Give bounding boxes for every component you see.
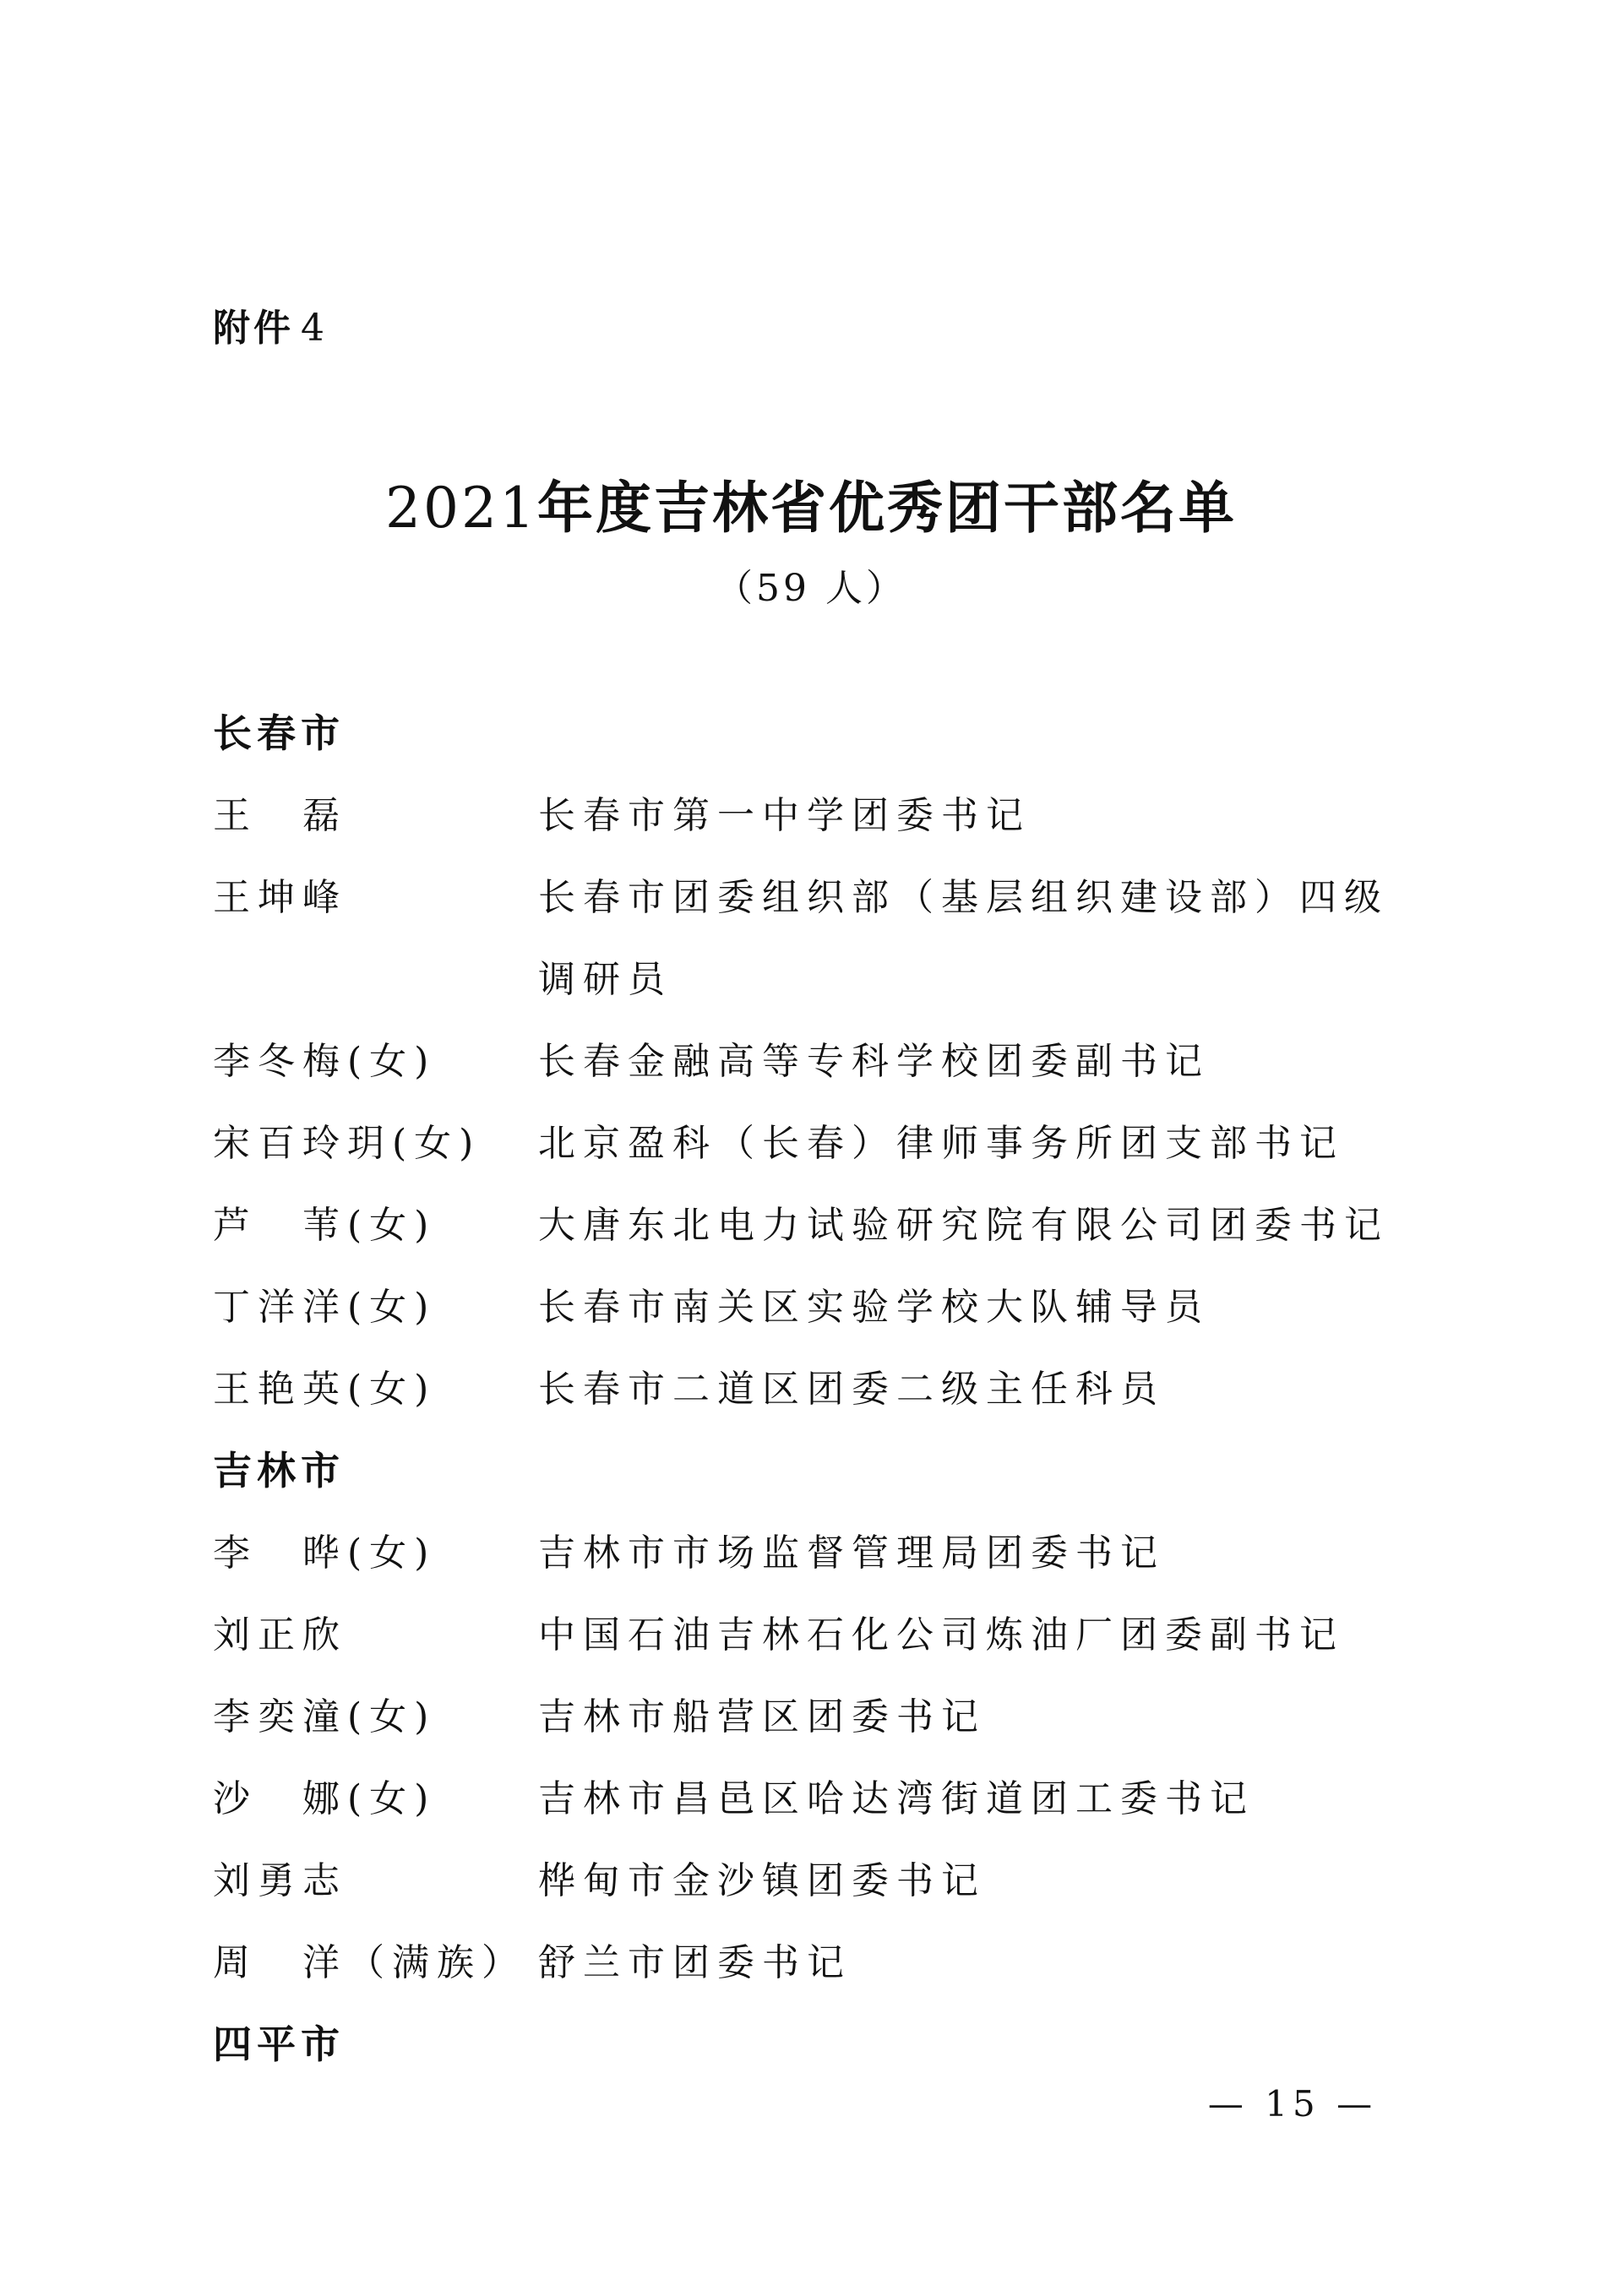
list-item [213,1266,1429,1348]
region-heading-jilin: 吉林市 [213,1448,345,1493]
page-number: — 15 — [1207,2083,1378,2125]
list-item [213,1102,1429,1184]
list-item [213,857,1429,1020]
title-year: 2021 [385,476,537,541]
honoree-name: 李 晔(女) [213,1532,437,1575]
honoree-list [213,693,1429,2086]
attachment-number: 4 [301,307,328,350]
list-item [213,1758,1429,1840]
list-item [213,1184,1429,1266]
honoree-name: 丁洋洋(女) [213,1286,437,1329]
list-item [213,775,1429,857]
honoree-position: 桦甸市金沙镇团委书记 [538,1859,986,1902]
title-text: 年度吉林省优秀团干部名单 [536,475,1237,541]
honoree-position: 长春金融高等专科学校团委副书记 [538,1040,1210,1083]
honoree-position: 吉林市船营区团委书记 [538,1695,986,1738]
honoree-position: 吉林市市场监督管理局团委书记 [538,1532,1165,1575]
honoree-name: 沙 娜(女) [213,1777,437,1820]
region-heading-changchun: 长春市 [213,710,345,756]
honoree-position: 长春市二道区团委二级主任科员 [538,1368,1165,1411]
list-item [213,1840,1429,1922]
honoree-position: 中国石油吉林石化公司炼油厂团委副书记 [538,1613,1344,1657]
honoree-position: 长春市南关区实验学校大队辅导员 [538,1286,1210,1329]
honoree-name: 宋百玲玥(女) [213,1122,482,1165]
honoree-position: 长春市第一中学团委书记 [538,794,1031,837]
honoree-name: 王坤峰 [213,876,347,919]
list-item [213,1020,1429,1102]
honoree-name: 李冬梅(女) [213,1040,437,1083]
attachment-label-text: 附件 [213,307,294,350]
honoree-position: 长春市团委组织部（基层组织建设部）四级调研员 [538,876,1389,1001]
honoree-name: 刘勇志 [213,1859,347,1902]
region-heading-siping: 四平市 [213,2021,345,2067]
document-title [0,463,1622,543]
honoree-position: 大唐东北电力试验研究院有限公司团委书记 [538,1204,1389,1247]
list-item [213,1594,1429,1676]
honoree-name: 刘正欣 [213,1613,347,1657]
list-item [213,1348,1429,1430]
honoree-name: 王艳英(女) [213,1368,437,1411]
honoree-name: 芦 苇(女) [213,1204,437,1247]
honoree-name: 李奕潼(女) [213,1695,437,1738]
document-subtitle: （59 人） [716,567,906,610]
list-item [213,1676,1429,1758]
attachment-label [213,297,328,351]
honoree-name: 周 洋（满族） [213,1941,526,1984]
honoree-position: 北京盈科（长春）律师事务所团支部书记 [538,1122,1344,1165]
honoree-position: 吉林市昌邑区哈达湾街道团工委书记 [538,1777,1255,1820]
honoree-name: 王 磊 [213,794,347,837]
list-item [213,1512,1429,1594]
honoree-position: 舒兰市团委书记 [538,1941,852,1984]
list-item [213,1922,1429,2004]
